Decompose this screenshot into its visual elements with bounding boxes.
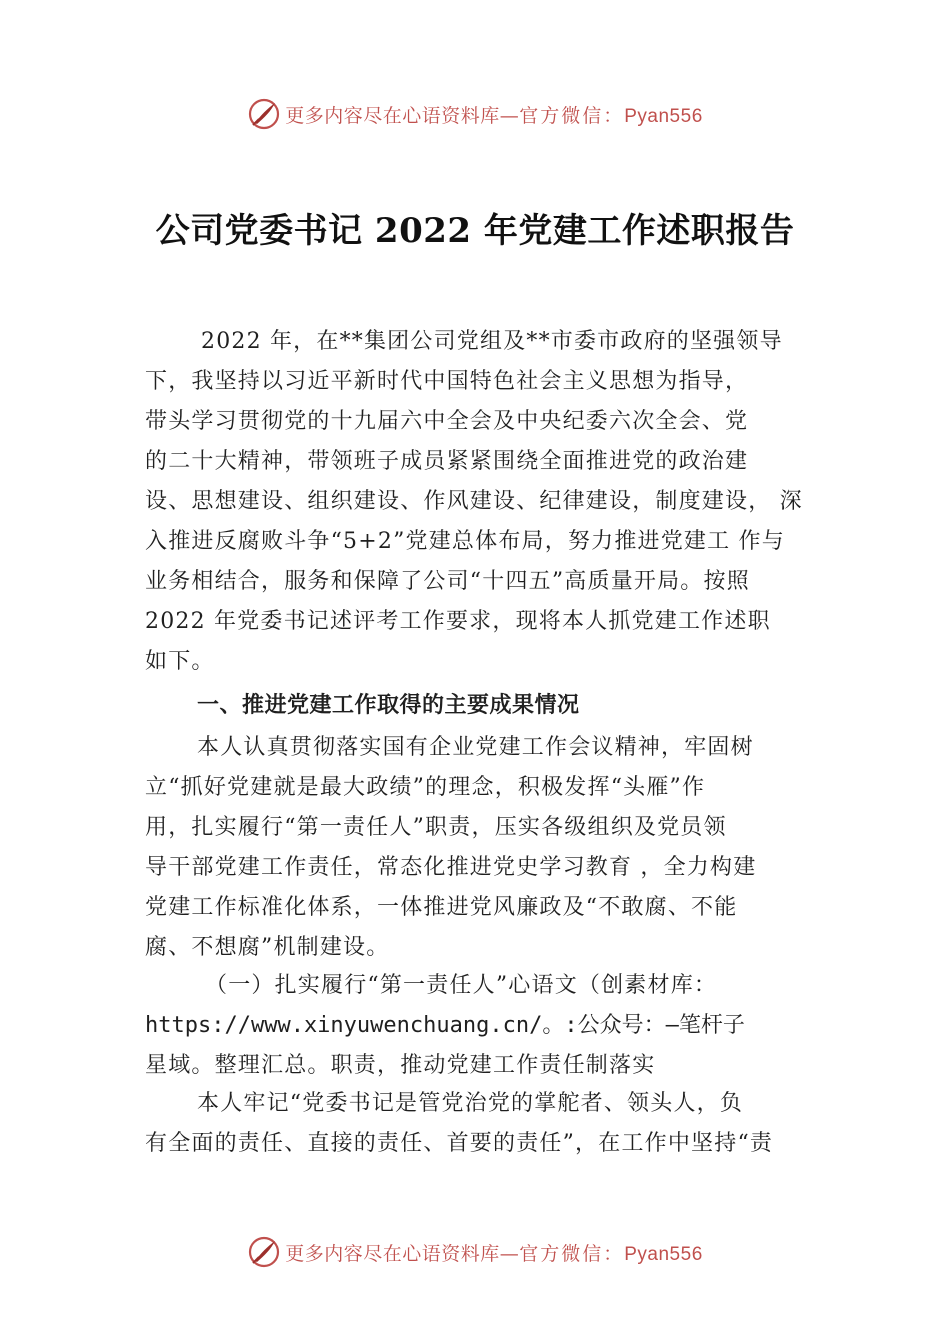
text-line: 有全面的责任、直接的责任、首要的责任”，在工作中坚持“责 xyxy=(145,1131,774,1156)
text-line: 腐、不想腐”机制建设。 xyxy=(145,935,390,960)
text-line: 2022 年党委书记述评考工作要求，现将本人抓党建工作述职 xyxy=(145,609,771,634)
banner-slogan: 更多内容尽在心语资料库 xyxy=(285,1242,500,1265)
paragraph-intro xyxy=(145,322,835,682)
text-line: 业务相结合，服务和保障了公司“十四五”高质量开局。按照 xyxy=(145,569,750,594)
document-title: 公司党委书记 2022 年党建工作述职报告 xyxy=(155,211,795,251)
quill-seal-logo-icon xyxy=(247,1235,281,1269)
subsection-1 xyxy=(145,966,835,1086)
header-watermark-banner xyxy=(0,94,950,134)
text-line: 立“抓好党建就是最大政绩”的理念，积极发挥“头雁”作 xyxy=(145,775,706,800)
text-line: 本人牢记“党委书记是管党治党的掌舵者、领头人，负 xyxy=(197,1091,744,1116)
banner-dash: — xyxy=(499,104,520,127)
text-line: 本人认真贯彻落实国有企业党建工作会议精神，牢固树 xyxy=(197,735,754,760)
subsection-url-line: https://www.xinyuwenchuang.cn/。:公众号：—笔杆子 xyxy=(145,1013,745,1038)
footer-watermark-banner xyxy=(0,1232,950,1272)
text-line: 用，扎实履行“第一责任人”职责，压实各级组织及党员领 xyxy=(145,815,727,840)
paragraph-responsibility xyxy=(145,1084,835,1164)
banner-wechat-label: 官方微信： xyxy=(519,104,625,127)
quill-seal-logo-icon xyxy=(247,97,281,131)
text-line: 党建工作标准化体系，一体推进党风廉政及“不敢腐、不能 xyxy=(145,895,738,920)
section-heading-text: 一、推进党建工作取得的主要成果情况 xyxy=(197,693,580,718)
text-line: 导干部党建工作责任，常态化推进党史学习教育 ，全力构建 xyxy=(145,855,757,880)
text-line: 的二十大精神，带领班子成员紧紧围绕全面推进党的政治建 xyxy=(145,449,749,474)
banner-wechat-id: Pyan556 xyxy=(624,1243,703,1265)
text-line: 设、思想建设、组织建设、作风建设、纪律建设，制度建设， 深 xyxy=(145,489,803,514)
section-heading-1 xyxy=(145,686,835,726)
text-line: 入推进反腐败斗争“5+2”党建总体布局，努力推进党建工 作与 xyxy=(145,529,785,554)
banner-wechat-id: Pyan556 xyxy=(624,105,703,127)
paragraph-achievements xyxy=(145,728,835,968)
banner-wechat-label: 官方微信： xyxy=(519,1242,625,1265)
text-line: 2022 年，在**集团公司党组及**市委市政府的坚强领导 xyxy=(201,329,783,354)
banner-text xyxy=(285,1239,703,1266)
text-line: 带头学习贯彻党的十九届六中全会及中央纪委六次全会、党 xyxy=(145,409,749,434)
text-line: 下，我坚持以习近平新时代中国特色社会主义思想为指导， xyxy=(145,369,749,394)
subsection-heading-line: 星域。整理汇总。职责，推动党建工作责任制落实 xyxy=(145,1053,656,1078)
text-line: 如下。 xyxy=(145,649,215,674)
banner-text xyxy=(285,101,703,128)
banner-dash: — xyxy=(499,1242,520,1265)
banner-slogan: 更多内容尽在心语资料库 xyxy=(285,104,500,127)
subsection-heading-line: （一）扎实履行“第一责任人”心语文（创素材库： xyxy=(205,973,718,998)
